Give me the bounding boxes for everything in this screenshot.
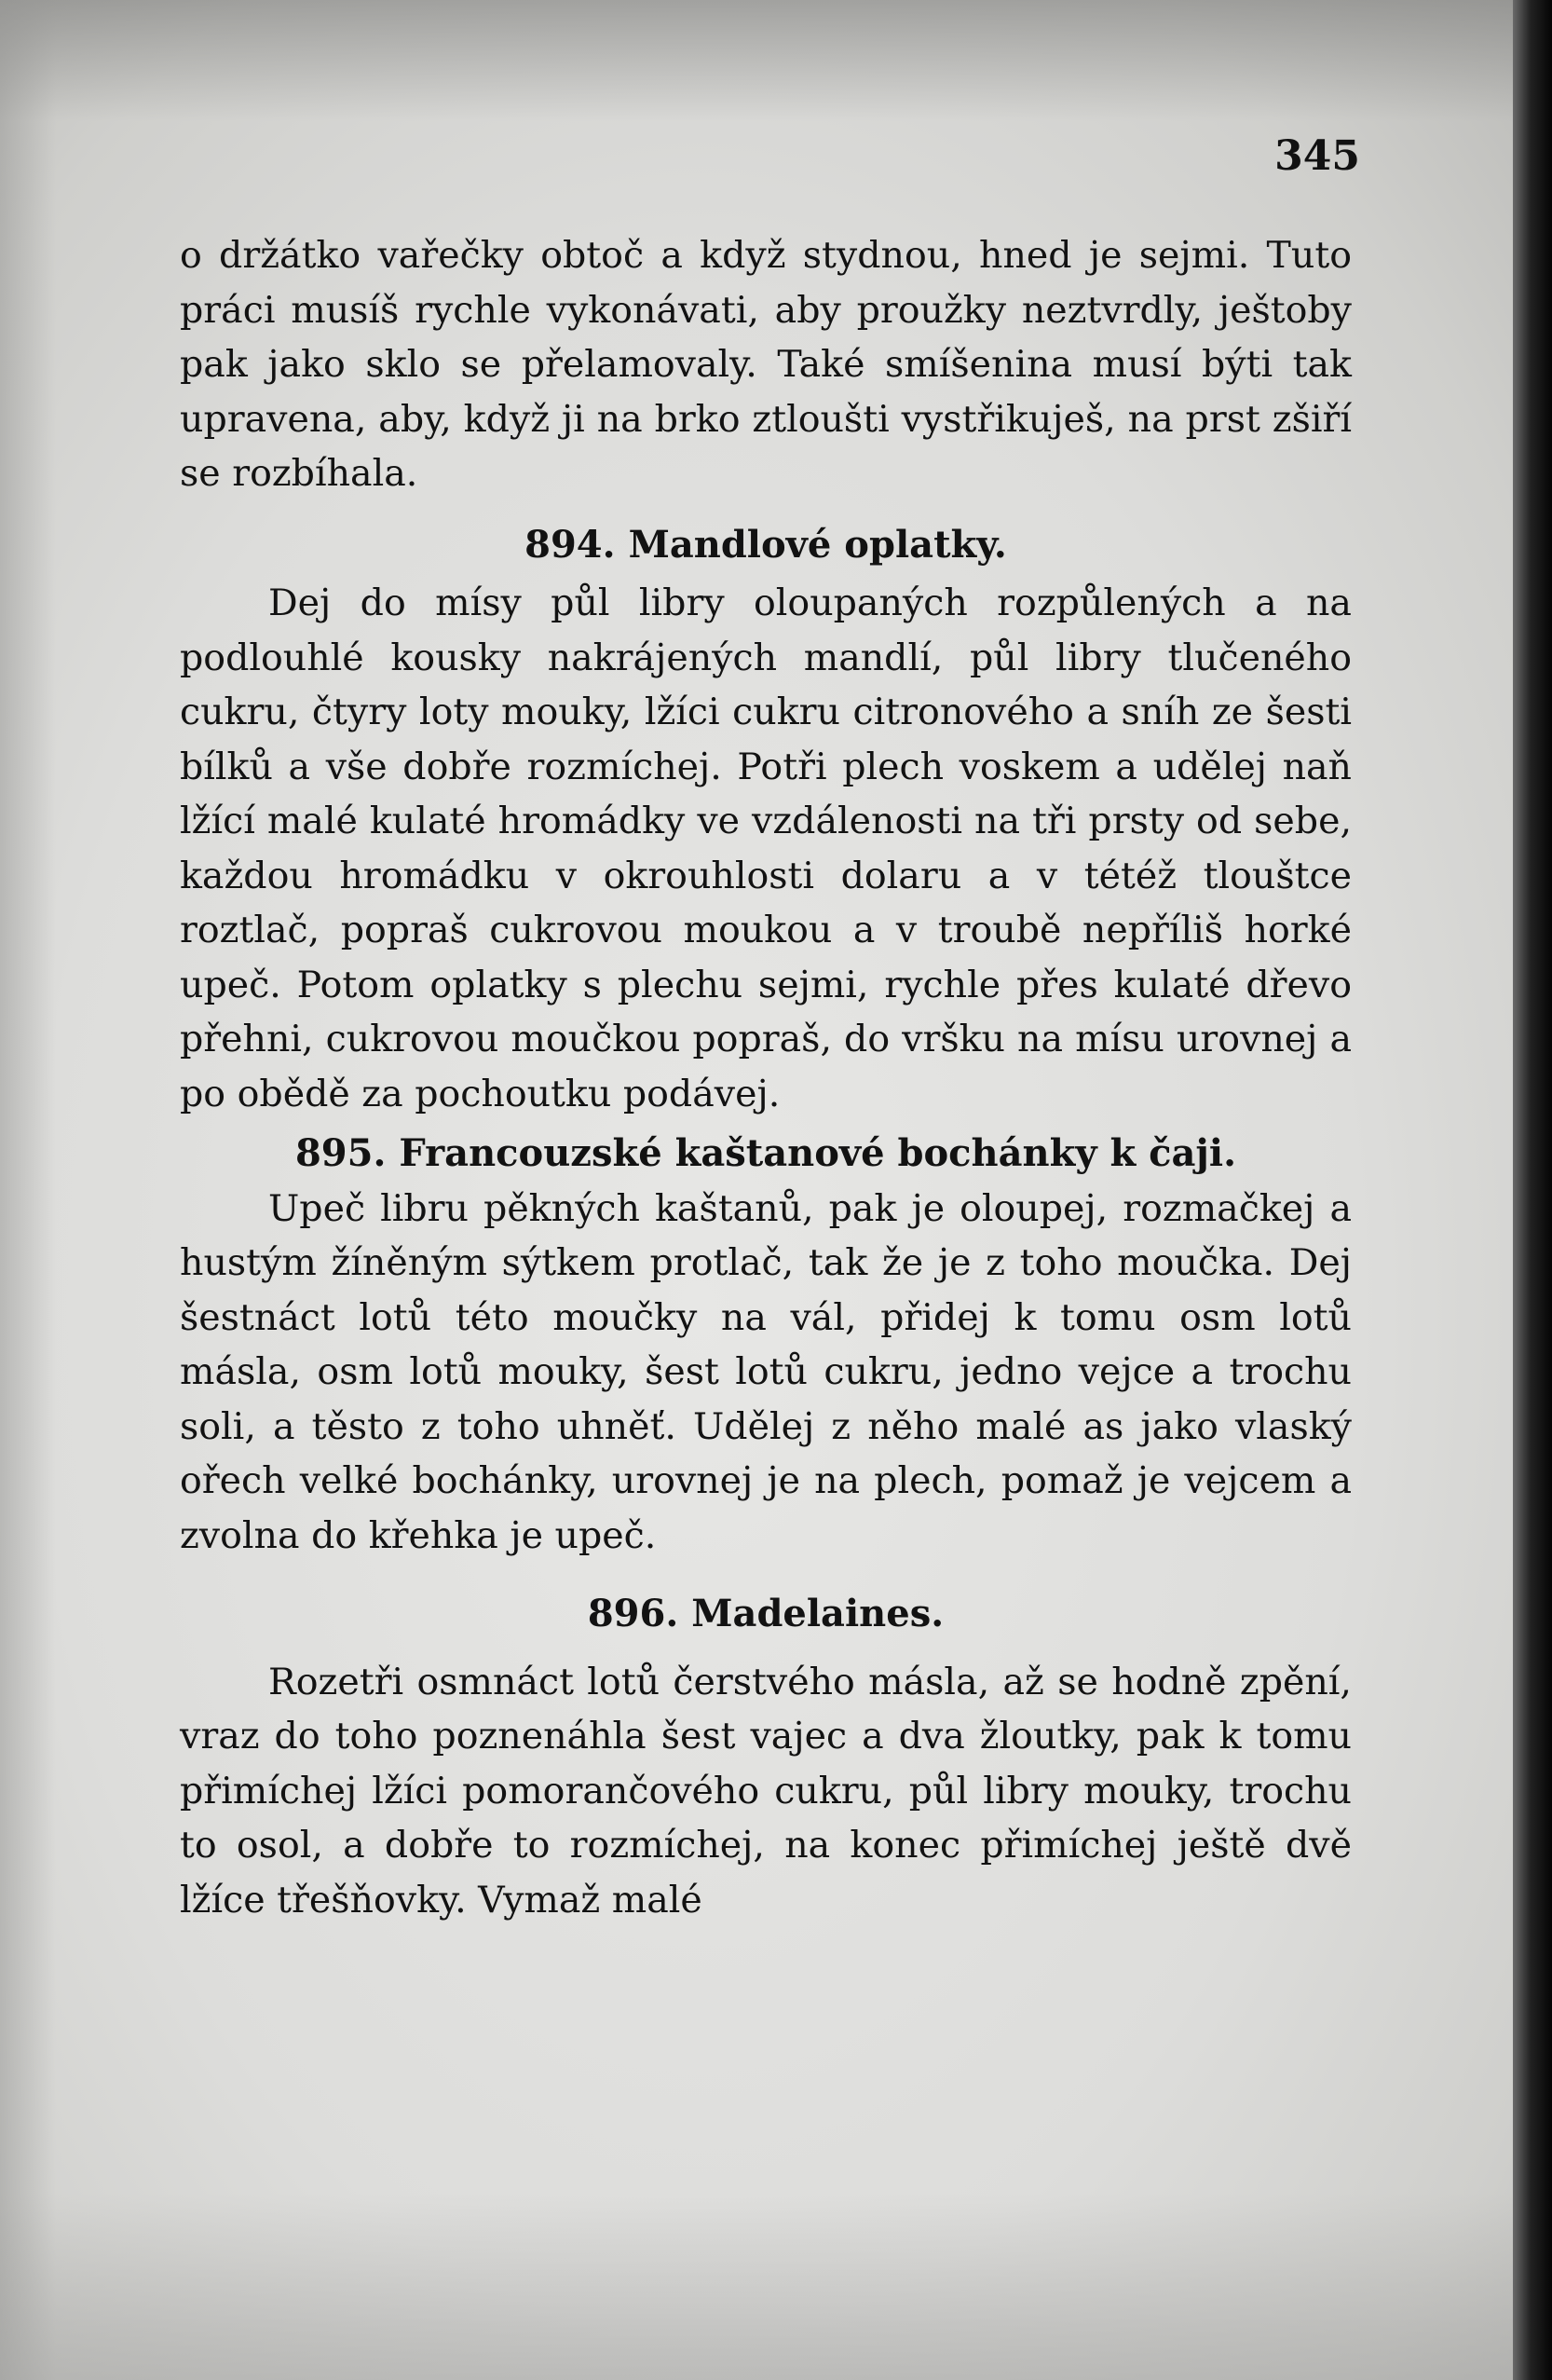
page-shadow-top [0, 0, 1552, 121]
page-content [180, 228, 1352, 1927]
recipe-heading-894 [180, 518, 1352, 573]
continuation-paragraph: o držátko vařečky obtoč a když stydnou, hned je sejmi. Tuto práci musíš rychle vykonávati, aby proužky neztvrdly, ještoby pak jako sklo se přelamovaly. Také smíšenina musí býti tak upravena, aby, když ji na brko ztloušti vystřikuješ, na prst zšiří se rozbíhala. [180, 234, 1352, 495]
recipe-heading-895 [180, 1127, 1352, 1182]
recipe-text-895: Upeč libru pěkných kaštanů, pak je oloupej, rozmačkej a hustým žíněným sýtkem protlač, tak že je z toho moučka. Dej šestnáct lotů této moučky na vál, přidej k tomu osm lotů másla, osm lotů mouky, šest lotů cukru, jedno vejce a trochu soli, a těsto z toho uhněť. Udělej z něho malé as jako vlaský ořech velké bochánky, urovnej je na plech, pomaž je vejcem a zvolna do křehka je upeč. [180, 1186, 1352, 1557]
recipe-number: 895. [294, 1131, 387, 1175]
page-number: 345 [1274, 132, 1360, 180]
recipe-number: 894. [524, 522, 616, 567]
recipe-number: 896. [587, 1592, 679, 1635]
recipe-title: Francouzské kaštanové bochánky k čaji. [399, 1131, 1237, 1175]
recipe-text-896: Rozetři osmnáct lotů čerstvého másla, až se hodně zpění, vraz do toho poznenáhla šest vajec a dva žloutky, pak k tomu přimíchej lžíci pomorančového cukru, půl libry mouky, trochu to osol, a dobře to rozmíchej, na konec přimíchej ještě dvě lžíce třešňovky. Vymaž malé [180, 1660, 1352, 1922]
recipe-title: Madelaines. [691, 1592, 945, 1635]
page-edge-dark [1513, 0, 1552, 2380]
page-shadow-left [0, 0, 56, 2380]
recipe-heading-896 [180, 1587, 1352, 1642]
recipe-text-894: Dej do mísy půl libry oloupaných rozpůlených a na podlouhlé kousky nakrájených mandlí, půl libry tlučeného cukru, čtyry loty mouky, lžíci cukru citronového a sníh ze šesti bílků a vše dobře rozmíchej. Potři plech voskem a udělej naň lžící malé kulaté hromádky ve vzdálenosti na tři prsty od sebe, každou hromádku v okrouhlosti dolaru a v tétéž tlouštce roztlač, popraš cukrovou moukou a v troubě nepříliš horké upeč. Potom oplatky s plechu sejmi, rychle přes kulaté dřevo přehni, cukrovou moučkou popraš, do vršku na mísu urovnej a po obědě za pochoutku podávej. [180, 581, 1352, 1115]
recipe-title: Mandlové oplatky. [628, 522, 1007, 567]
page-shadow-bottom [0, 2194, 1552, 2380]
